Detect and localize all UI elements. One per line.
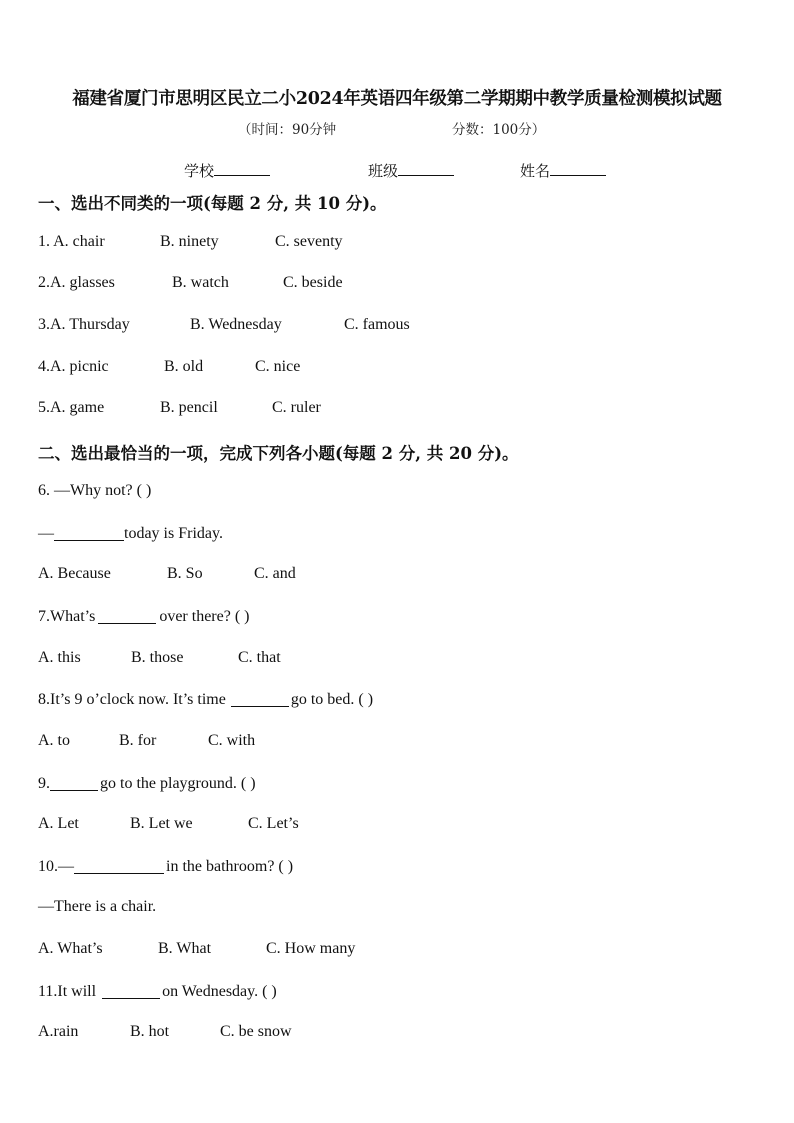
- q6-option-c: C. and: [254, 565, 296, 582]
- class-label: 班级: [368, 162, 399, 180]
- q8-options: [38, 732, 256, 750]
- q7-stem-end: over there? ( ): [159, 608, 250, 625]
- q7-stem-start: 7.What’s: [38, 608, 96, 625]
- q11-options: [38, 1023, 292, 1041]
- school-blank[interactable]: [214, 161, 270, 176]
- q9-option-c: C. Let’s: [248, 815, 299, 832]
- exam-time: （时间：90分钟: [238, 122, 337, 138]
- q10-option-a: A. What’s: [38, 940, 103, 957]
- q8-option-c: C. with: [208, 732, 256, 749]
- q6-blank[interactable]: [54, 524, 124, 541]
- q11-stem: [38, 982, 277, 1001]
- q8-stem: [38, 690, 373, 709]
- q9-option-a: A. Let: [38, 815, 79, 832]
- q6-options: [38, 565, 296, 583]
- q10-stem-end: in the bathroom? ( ): [166, 858, 294, 875]
- school-field: [184, 160, 270, 181]
- q11-blank[interactable]: [102, 982, 160, 999]
- q10-blank[interactable]: [74, 857, 164, 874]
- q9-stem: [38, 774, 256, 793]
- q10-option-b: B. What: [158, 940, 212, 957]
- q9-blank[interactable]: [50, 774, 98, 791]
- section2-heading: 二、选出最恰当的一项，完成下列各小题(每题 2 分, 共 20 分)。: [38, 444, 519, 463]
- q6-option-b: B. So: [167, 565, 203, 582]
- exam-score: 分数：100分）: [452, 122, 546, 138]
- q11-option-b: B. hot: [130, 1023, 170, 1040]
- q2-option-c: C. beside: [283, 274, 343, 291]
- q11-stem-end: on Wednesday. ( ): [162, 983, 277, 1000]
- school-label: 学校: [184, 162, 215, 180]
- question-4: [38, 358, 301, 376]
- q10-stem-start: 10.—: [38, 858, 74, 875]
- q7-options: [38, 649, 281, 667]
- q1-option-c: C. seventy: [275, 233, 343, 250]
- question-5: [38, 399, 321, 417]
- q10-option-c: C. How many: [266, 940, 356, 957]
- q7-option-b: B. those: [131, 649, 184, 666]
- q8-option-a: A. to: [38, 732, 70, 749]
- q1-option-a: 1. A. chair: [38, 233, 105, 250]
- q5-option-a: 5.A. game: [38, 399, 105, 416]
- q7-stem: [38, 607, 250, 626]
- q6-stem: 6. —Why not? ( ): [38, 482, 152, 499]
- q8-stem-end: go to bed. ( ): [290, 691, 374, 708]
- class-blank[interactable]: [398, 161, 454, 176]
- q6-option-a: A. Because: [38, 565, 111, 582]
- q3-option-b: B. Wednesday: [190, 316, 282, 333]
- q10-options: [38, 940, 356, 958]
- q8-stem-start: 8.It’s 9 o’clock now. It’s time: [38, 691, 226, 708]
- q9-option-b: B. Let we: [130, 815, 193, 832]
- exam-title: 福建省厦门市思明区民立二小2024年英语四年级第二学期期中教学质量检测模拟试题: [72, 89, 722, 109]
- q6-reply-text: today is Friday.: [124, 525, 223, 542]
- q7-option-a: A. this: [38, 649, 81, 666]
- name-blank[interactable]: [550, 161, 606, 176]
- q5-option-c: C. ruler: [272, 399, 321, 416]
- q6-dash: —: [38, 525, 54, 542]
- question-1: [38, 233, 343, 251]
- q9-options: [38, 815, 299, 833]
- q9-stem-end: go to the playground. ( ): [100, 775, 256, 792]
- q4-option-b: B. old: [164, 358, 204, 375]
- q7-option-c: C. that: [238, 649, 281, 666]
- question-3: [38, 316, 410, 334]
- section1-heading: 一、选出不同类的一项(每题 2 分, 共 10 分)。: [38, 194, 387, 213]
- q9-stem-start: 9.: [38, 775, 50, 792]
- q3-option-c: C. famous: [344, 316, 410, 333]
- q8-option-b: B. for: [119, 732, 157, 749]
- q11-stem-start: 11.It will: [38, 983, 97, 1000]
- question-2: [38, 274, 343, 292]
- q10-stem: [38, 857, 293, 876]
- q11-option-a: A.rain: [38, 1023, 79, 1040]
- q8-blank[interactable]: [231, 690, 289, 707]
- q1-option-b: B. ninety: [160, 233, 219, 250]
- name-label: 姓名: [520, 162, 551, 180]
- q3-option-a: 3.A. Thursday: [38, 316, 130, 333]
- name-field: [520, 160, 606, 181]
- q10-reply: —There is a chair.: [38, 898, 157, 915]
- q4-option-c: C. nice: [255, 358, 301, 375]
- q7-blank[interactable]: [98, 607, 156, 624]
- q2-option-b: B. watch: [172, 274, 229, 291]
- q11-option-c: C. be snow: [220, 1023, 292, 1040]
- q4-option-a: 4.A. picnic: [38, 358, 109, 375]
- q5-option-b: B. pencil: [160, 399, 218, 416]
- class-field: [368, 160, 454, 181]
- q2-option-a: 2.A. glasses: [38, 274, 115, 291]
- q6-reply: [38, 524, 223, 543]
